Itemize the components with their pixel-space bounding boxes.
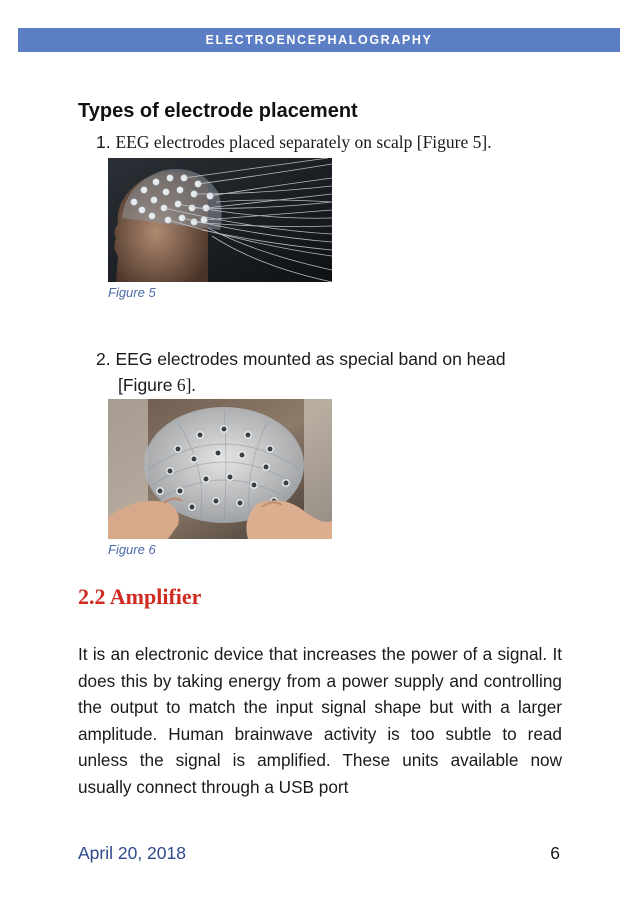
footer-date: April 20, 2018: [78, 843, 186, 863]
list-item-text-line1: EEG electrodes mounted as special band on head: [115, 349, 506, 369]
subsection-heading: 2.2 Amplifier: [78, 584, 202, 609]
list-item-number: 1.: [96, 132, 111, 152]
body-paragraph: It is an electronic device that increases the power of a signal. It does this by taking energy from a power supply and controlling the output to match the input signal shape but with a larger amplitude. Human brainwave activity is too subtle to read unless the signal is amplified. These units available now usually connect through a USB port: [78, 644, 562, 797]
page-number: 6: [550, 843, 560, 863]
list-item-number: 2.: [96, 349, 111, 369]
list-item-text-line2: [96, 372, 566, 398]
figure-5-caption: Figure 5: [108, 285, 156, 300]
list-item-text: EEG electrodes placed separately on scalp [Figure 5].: [115, 132, 492, 152]
list-item-1: [96, 129, 492, 155]
running-header: ELECTROENCEPHALOGRAPHY: [18, 28, 620, 52]
figure-6-image: [108, 399, 332, 539]
list-item-2: [96, 346, 566, 398]
figure-6-caption: Figure 6: [108, 542, 156, 557]
figure-ref-prefix: [Figure: [118, 375, 173, 395]
figure-ref-suffix: 6].: [172, 375, 196, 395]
section-heading: Types of electrode placement: [78, 100, 358, 122]
figure-5-image: [108, 158, 332, 282]
